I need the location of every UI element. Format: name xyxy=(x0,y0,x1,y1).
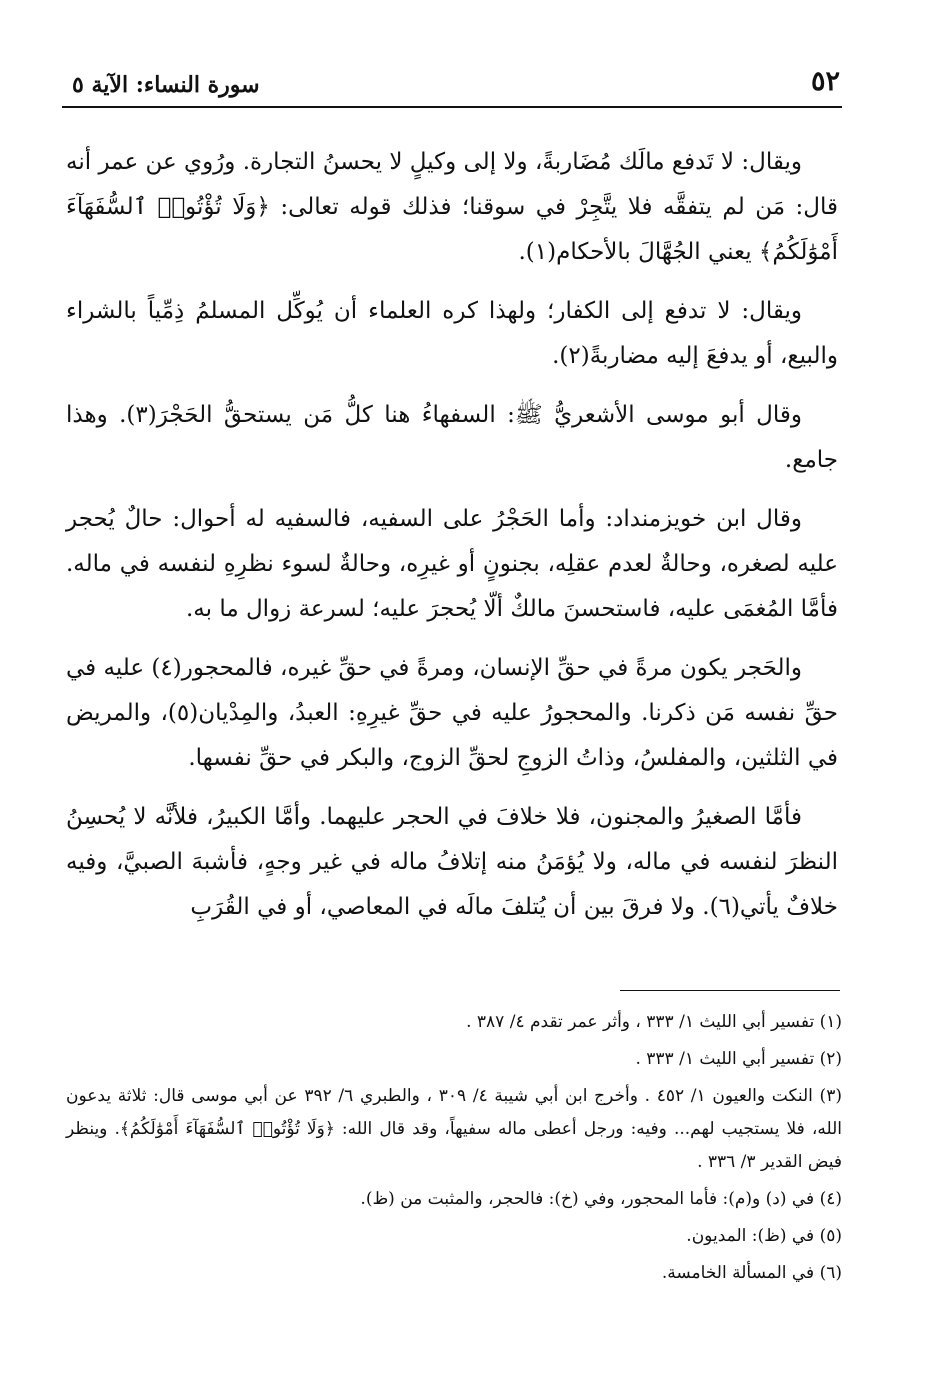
paragraph: والحَجر يكون مرةً في حقِّ الإنسان، ومرةً في حقِّ غيره، فالمحجور(٤) عليه في حقِّ نفسه مَن ذكرنا. والمحجورُ عليه في حقِّ غيرِهِ: العبدُ، والمِدْيان(٥)، والمريض في الثلثين، والمفلسُ، وذاتُ الزوجِ لحقِّ الزوج، والبكر في حقِّ نفسها. xyxy=(66,655,838,771)
main-text xyxy=(66,140,838,944)
footnote-divider xyxy=(620,990,840,991)
page-number: ٥٢ xyxy=(810,66,840,97)
paragraph: ويقال: لا تَدفع مالَك مُضَاربةً، ولا إلى وكيلٍ لا يحسنُ التجارة. ورُوي عن عمر أنه قال: مَن لم يتفقَّه فلا يتَّجِرْ في سوقنا؛ فذلك قوله تعالى: ﴿وَلَا تُؤْتُوا۟ ٱلسُّفَهَآءَ أَمْوَٰلَكُمُ﴾ يعني الجُهَّالَ بالأحكام(١). xyxy=(66,149,838,265)
footnote: (٤) في (د) و(م): فأما المحجور، وفي (خ): فالحجر، والمثبت من (ظ). xyxy=(360,1189,842,1209)
paragraph: وقال أبو موسى الأشعريُّ ﷺ: السفهاءُ هنا كلُّ مَن يستحقُّ الحَجْرَ(٣). وهذا جامع. xyxy=(66,402,838,473)
running-header xyxy=(62,66,842,108)
footnotes xyxy=(66,1006,842,1294)
footnote: (٦) في المسألة الخامسة. xyxy=(661,1263,842,1283)
footnote: (٣) النكت والعيون ١/ ٤٥٢ . وأخرج ابن أبي شيبة ٤/ ٣٠٩ ، والطبري ٦/ ٣٩٢ عن أبي موسى قال: ثلاثة يدعون الله، فلا يستجيب لهم... وفيه: ورجل أعطى ماله سفيهاً، وقد قال الله: ﴿وَلَا تُؤْتُوا۟ ٱلسُّفَهَآءَ أَمْوَٰلَكُمُ﴾. وينظر فيض القدير ٣/ ٣٣٦ . xyxy=(66,1086,842,1172)
footnote: (١) تفسير أبي الليث ١/ ٣٣٣ ، وأثر عمر تقدم ٤/ ٣٨٧ . xyxy=(466,1012,842,1032)
paragraph: وقال ابن خويزمنداد: وأما الحَجْرُ على السفيه، فالسفيه له أحوال: حالٌ يُحجر عليه لصغره، وحالةٌ لعدم عقلِه، بجنونٍ أو غيرِه، وحالةٌ لسوء نظرِهِ لنفسه في ماله. فأمَّا المُغمَى عليه، فاستحسنَ مالكٌ ألّا يُحجرَ عليه؛ لسرعة زوال ما به. xyxy=(66,506,838,622)
footnote: (٥) في (ظ): المديون. xyxy=(686,1226,842,1246)
surah-title: سورة النساء: الآية ٥ xyxy=(72,72,260,98)
paragraph: فأمَّا الصغيرُ والمجنون، فلا خلافَ في الحجر عليهما. وأمَّا الكبيرُ، فلأنَّه لا يُحسِنُ النظرَ لنفسه في ماله، ولا يُؤمَنُ منه إتلافُ ماله في غير وجهٍ، فأشبهَ الصبيَّ، وفيه خلافٌ يأتي(٦). ولا فرقَ بين أن يُتلفَ مالَه في المعاصي، أو في القُرَبِ xyxy=(66,804,838,920)
paragraph: ويقال: لا تدفع إلى الكفار؛ ولهذا كره العلماء أن يُوكِّل المسلمُ ذِمِّياً بالشراء والبيع، أو يدفعَ إليه مضاربةً(٢). xyxy=(66,298,838,369)
footnote: (٢) تفسير أبي الليث ١/ ٣٣٣ . xyxy=(635,1049,842,1069)
